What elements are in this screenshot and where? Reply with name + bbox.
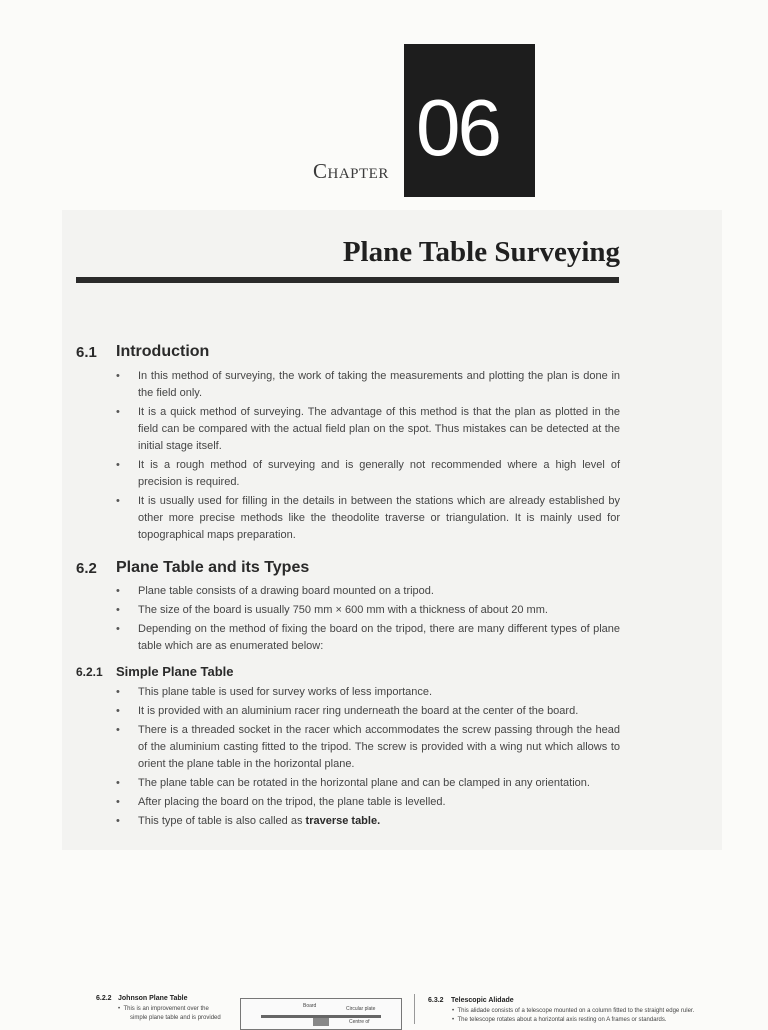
section-6-2-number: 6.2 [76, 560, 97, 577]
section-6-3-2-title: Telescopic Alidade [451, 997, 514, 1004]
section-6-2-2-line2: simple plane table and is provided [130, 1015, 221, 1021]
bullet-icon: • [452, 1017, 458, 1023]
figure-head-shape [313, 1018, 329, 1026]
section-6-2-title: Plane Table and its Types [116, 559, 310, 576]
list-item: • It is a quick method of surveying. The advantage of this method is that the plan as plotted in the field can be compared with the actual field plan on the spot. Thus mistakes can be detected at the initial stage itself. [116, 404, 620, 455]
section-6-1-list [116, 368, 620, 546]
list-item: • In this method of surveying, the work of taking the measurements and plotting the plan is done in the field only. [116, 368, 620, 402]
section-6-2-1-list [116, 684, 620, 832]
bullet-icon: • [452, 1008, 458, 1014]
traverse-table-term: traverse table. [305, 815, 381, 827]
figure-label-plate: Circular plate [346, 1006, 376, 1012]
list-item: • Depending on the method of fixing the board on the tripod, there are many different types of plane table which are as enumerated below: [116, 621, 620, 655]
list-item: • It is usually used for filling in the details in between the stations which are already established by other more precise methods like the theodolite traverse or triangulation. It is mainly used for topographical maps preparation. [116, 493, 620, 544]
list-item: • The plane table can be rotated in the horizontal plane and can be clamped in any orientation. [116, 775, 620, 792]
section-6-2-1-title: Simple Plane Table [116, 664, 234, 679]
title-rule [76, 277, 619, 283]
section-6-3-2-text1: This alidade consists of a telescope mounted on a column fitted to the straight edge ruler. [457, 1008, 695, 1014]
section-6-2-list [116, 583, 620, 657]
list-item-text: This type of table is also called as [138, 815, 306, 827]
figure-label-centre: Centre of [349, 1019, 370, 1025]
section-6-2-2-title: Johnson Plane Table [118, 995, 188, 1002]
section-6-3-2-text2: The telescope rotates about a horizontal axis resting on A frames or standards. [457, 1017, 667, 1023]
figure-label-board: Board [303, 1003, 317, 1009]
list-item: • There is a threaded socket in the racer which accommodates the screw passing through the head of the aluminium casting fitted to the tripod. The screw is provided with a wing nut which allows to orient the plane table in the horizontal plane. [116, 722, 620, 773]
section-6-2-2-number: 6.2.2 [96, 995, 112, 1002]
list-item [116, 813, 620, 830]
bullet-icon: • [118, 1006, 124, 1012]
list-item: • The size of the board is usually 750 mm × 600 mm with a thickness of about 20 mm. [116, 602, 620, 619]
section-6-2-2-line1 [118, 1005, 209, 1014]
chapter-label: Chapter [313, 159, 389, 183]
section-6-2-1-number: 6.2.1 [76, 665, 103, 679]
section-6-1-title: Introduction [116, 343, 210, 360]
chapter-title: Plane Table Surveying [342, 236, 620, 268]
list-item: • It is a rough method of surveying and is generally not recommended where a high level of precision is required. [116, 457, 620, 491]
list-item: • After placing the board on the tripod, the plane table is levelled. [116, 794, 620, 811]
johnson-table-figure [240, 998, 402, 1030]
list-item: • Plane table consists of a drawing board mounted on a tripod. [116, 583, 620, 600]
section-6-3-2-number: 6.3.2 [428, 997, 444, 1004]
list-item: • This plane table is used for survey works of less importance. [116, 684, 620, 701]
section-6-2-2-text1: This is an improvement over the [123, 1006, 209, 1012]
list-item: • It is provided with an aluminium racer ring underneath the board at the center of the board. [116, 703, 620, 720]
section-6-3-2-line1 [452, 1007, 694, 1016]
column-divider [414, 994, 415, 1024]
section-6-1-number: 6.1 [76, 344, 97, 361]
chapter-number: 06 [416, 83, 499, 172]
